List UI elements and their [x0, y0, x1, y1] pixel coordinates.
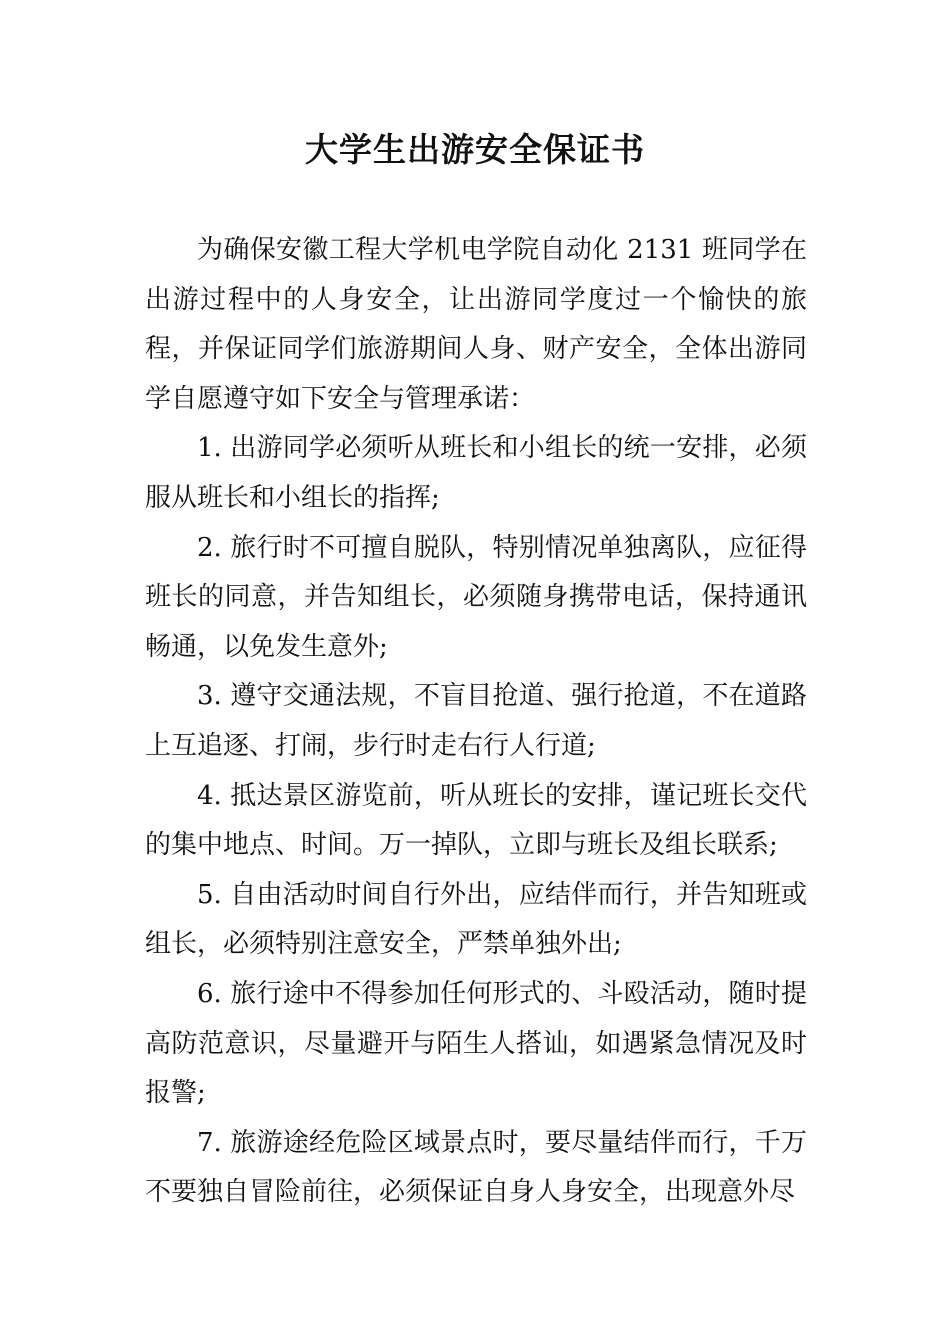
rule-item-7: 7. 旅游途经危险区域景点时，要尽量结伴而行，千万不要独自冒险前往，必须保证自身人身安全，出现意外尽: [145, 1127, 807, 1208]
rule-item-5: 5. 自由活动时间自行外出，应结伴而行，并告知班或组长，必须特别注意安全，严禁单独外出;: [145, 879, 807, 960]
rule-item-3: 3. 遵守交通法规，不盲目抢道、强行抢道，不在道路上互追逐、打闹，步行时走右行人行道;: [145, 681, 807, 761]
rule-item-1: 1. 出游同学必须听从班长和小组长的统一安排，必须服从班长和小组长的指挥;: [145, 433, 807, 513]
rule-item-6: 6. 旅行途中不得参加任何形式的、斗殴活动，随时提高防范意识，尽量避开与陌生人搭讪，如遇紧急情况及时报警;: [145, 978, 807, 1109]
document-title: 大学生出游安全保证书: [305, 130, 645, 169]
intro-paragraph: 为确保安徽工程大学机电学院自动化 2131 班同学在出游过程中的人身安全，让出游同学度过一个愉快的旅程，并保证同学们旅游期间人身、财产安全，全体出游同学自愿遵守如下安全与管理承诺：: [145, 235, 807, 414]
document-body: [145, 226, 807, 1218]
rule-item-2: 2. 旅行时不可擅自脱队，特别情况单独离队，应征得班长的同意，并告知组长，必须随身携带电话，保持通讯畅通，以免发生意外;: [145, 532, 807, 662]
rule-item-4: 4. 抵达景区游览前，听从班长的安排，谨记班长交代的集中地点、时间。万一掉队，立即与班长及组长联系;: [145, 780, 807, 861]
